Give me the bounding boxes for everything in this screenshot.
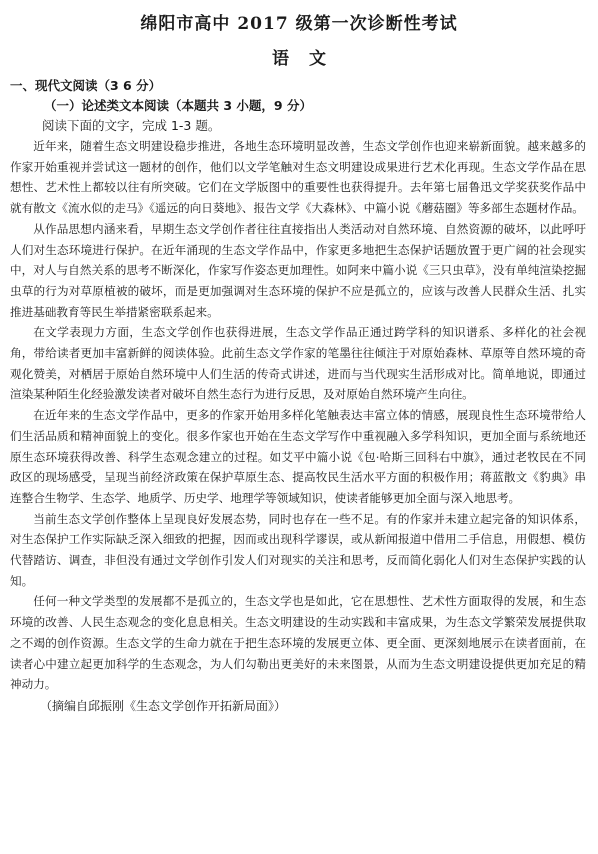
reading-instruction: 阅读下面的文字，完成 1-3 题。: [42, 118, 221, 133]
passage-paragraph: 在近年来的生态文学作品中，更多的作家开始用多样化笔触表达丰富立体的情感，展现良性生态环境带给人们生活品质和精神面貌上的变化。很多作家也开始在生态文学写作中重视融入多学科知识，更加全面与系统地还原生态环境获得改善、科学生态观念建立的过程。如艾平中篇小说《包·哈斯三回科右中旗》，通过老牧民在不同政区的现场感受，呈现当前经济政策在保护草原生态、提高牧民生活水平方面的积极作用；蒋蓝散文《豹典》串连整合生物学、生态学、地质学、历史学、地理学等领域知识，使读者能够更加全面与深入地思考。: [10, 408, 586, 505]
subject-title: 语文: [272, 49, 346, 69]
passage-source: （摘编自邱振刚《生态文学创作开拓新局面》）: [40, 698, 287, 713]
passage-paragraph: 从作品思想内涵来看，早期生态文学创作者往往直接指出人类活动对自然环境、自然资源的破坏，以此呼吁人们对生态环境进行保护。在近年涌现的生态文学作品中，作家更多地把生态保护话题放置于更广阔的社会现实中，对人与自然关系的思考不断深化，作家写作姿态更加理性。如阿来中篇小说《三只虫草》，没有单纯渲染挖掘虫草的行为对草原植被的破坏，而是更加强调对生态环境的保护不应是孤立的，应该与改善人民群众生活、扎实推进基础教育等民生举措紧密联系起来。: [10, 221, 586, 319]
passage-paragraph: 任何一种文学类型的发展都不是孤立的，生态文学也是如此，它在思想性、艺术性方面取得的发展，和生态环境的改善、人民生态观念的变化息息相关。生态文明建设的生动实践和丰富成果，为生态文学繁荣发展提供取之不竭的创作资源。生态文学的生命力就在于把生态环境的发展更立体、更全面、更深刻地展示在读者面前，在读者心中建立起更加科学的生态观念，为人们勾勒出更美好的未来图景，从而为生态文明建设提供更加充足的精神动力。: [10, 594, 586, 692]
subsection-heading: （一）论述类文本阅读（本题共 3 小题，9 分）: [44, 98, 312, 113]
section-heading: 一、现代文阅读（3 6 分）: [10, 78, 162, 93]
passage-paragraph: 在文学表现力方面，生态文学创作也获得进展，生态文学作品正通过跨学科的知识谱系、多样化的社会视角，带给读者更加丰富新鲜的阅读体验。此前生态文学作家的笔墨往往倾注于对原始森林、草原等自然环境的奇观化赞美，对栖居于原始自然环境中人们生活的传奇式讲述，进而与当代现实生活形成对比。简单地说，即通过渲染某种陌生化经验激发读者对破坏自然生态行为进行反思，及对原始自然环境产生向往。: [10, 325, 586, 402]
exam-title: 绵阳市高中 2017 级第一次诊断性考试: [140, 14, 458, 34]
passage-paragraph: 当前生态文学创作整体上呈现良好发展态势，同时也存在一些不足。有的作家并未建立起完备的知识体系，对生态保护工作实际缺乏深入细致的把握，因而或出现科学谬误，或从新闻报道中借用二手信息，用假想、模仿代替踏访、调查，非但没有通过文学创作引发人们对现实的关注和思考，反而简化弱化人们对生态保护实践的认知。: [10, 511, 586, 588]
passage-paragraph: 近年来，随着生态文明建设稳步推进，各地生态环境明显改善，生态文学创作也迎来崭新面貌。越来越多的作家开始重视并尝试这一题材的创作，他们以文学笔触对生态文明建设成果进行艺术化再现。生态文学作品在思想性、艺术性上都较以往有所突破。它们在文学版图中的重要性也获得提升。去年第七届鲁迅文学奖获奖作品中就有散文《流水似的走马》《遥远的向日葵地》、报告文学《大森林》、中篇小说《蘑菇圈》等多部生态题材作品。: [10, 139, 586, 216]
